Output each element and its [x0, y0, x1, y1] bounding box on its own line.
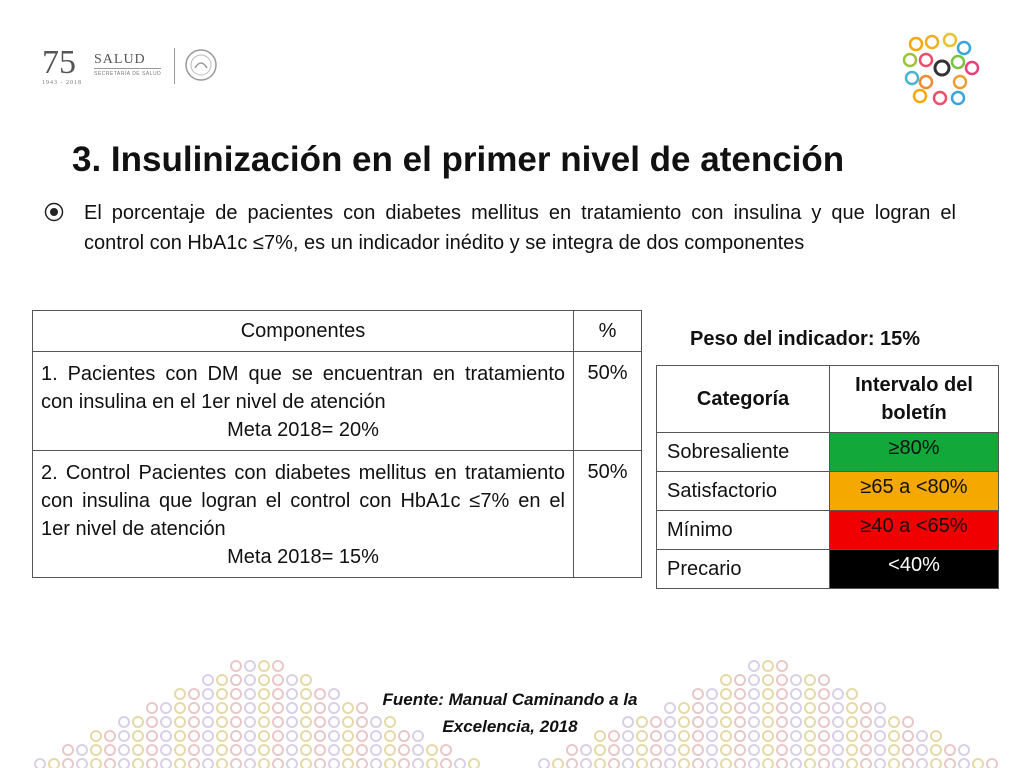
header-componentes: Componentes [33, 311, 574, 352]
table-row [657, 472, 999, 511]
category-interval: <40% [830, 550, 999, 589]
category-label: Precario [657, 550, 830, 589]
salud-logo-name: SALUD [94, 52, 146, 67]
intro-paragraph: El porcentaje de pacientes con diabetes mellitus en tratamiento con insulina y que logran el control con HbA1c ≤7%, es un indicador inédito y se integra de dos componentes [84, 202, 956, 254]
category-label: Satisfactorio [657, 472, 830, 511]
components-table [32, 310, 642, 578]
table-row [33, 352, 642, 451]
component-percent: 50% [574, 451, 642, 578]
category-label: Mínimo [657, 511, 830, 550]
page-title: 3. Insulinización en el primer nivel de atención [72, 140, 845, 179]
component-text: 2. Control Pacientes con diabetes mellitus en tratamiento con insulina que logran el control con HbA1c ≤7% en el 1er nivel de atención [41, 462, 565, 540]
category-table [656, 365, 999, 589]
component-percent: 50% [574, 352, 642, 451]
table-row [33, 451, 642, 578]
table-row [657, 433, 999, 472]
anniversary-years: 1943 - 2018 [42, 80, 82, 86]
rings-logo-icon [900, 32, 980, 108]
table-row [657, 550, 999, 589]
table-header-row [657, 366, 999, 433]
component-text: 1. Pacientes con DM que se encuentran en tratamiento con insulina en el 1er nivel de atención [41, 363, 565, 413]
category-interval: ≥80% [830, 433, 999, 472]
anniversary-logo [42, 44, 82, 86]
table-header-row [33, 311, 642, 352]
anniversary-number: 75 [42, 44, 76, 81]
salud-logo-subtitle: SECRETARÍA DE SALUD [94, 68, 161, 77]
category-interval: ≥40 a <65% [830, 511, 999, 550]
table-row [657, 511, 999, 550]
component-meta: Meta 2018= 15% [227, 546, 379, 568]
component-cell [33, 451, 574, 578]
logo-divider [174, 48, 175, 84]
component-meta: Meta 2018= 20% [227, 419, 379, 441]
header-percent: % [574, 311, 642, 352]
radio-bullet-icon [44, 202, 64, 222]
indicator-weight: Peso del indicador: 15% [690, 328, 921, 350]
header-intervalo: Intervalo del boletín [830, 366, 999, 433]
source-citation: Fuente: Manual Caminando a la Excelencia, 2018 [382, 690, 638, 736]
component-cell [33, 352, 574, 451]
mexico-seal-icon [184, 48, 218, 82]
salud-logo [94, 52, 161, 77]
header-categoria: Categoría [657, 366, 830, 433]
category-interval: ≥65 a <80% [830, 472, 999, 511]
category-label: Sobresaliente [657, 433, 830, 472]
